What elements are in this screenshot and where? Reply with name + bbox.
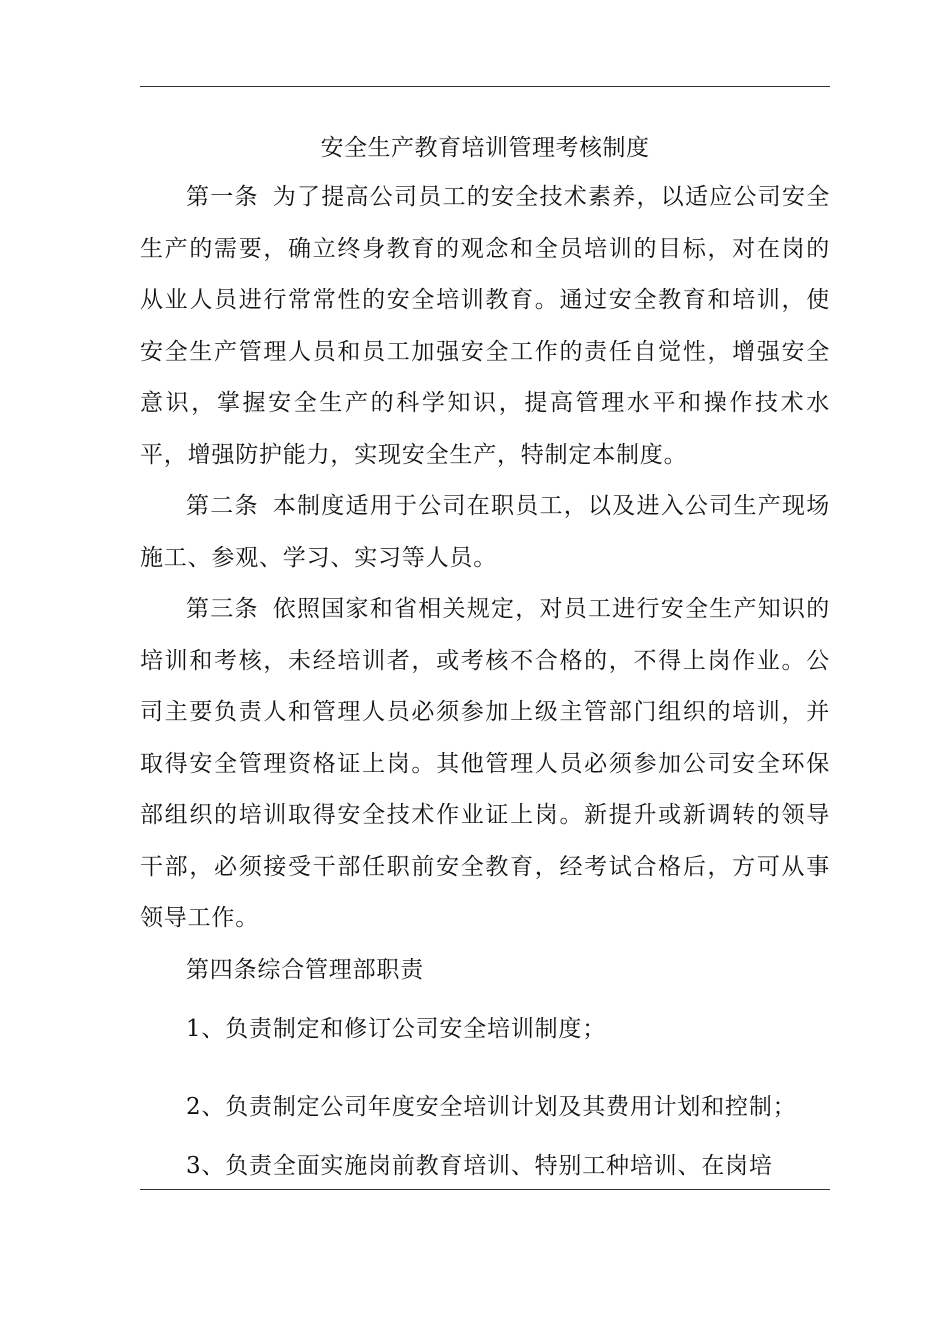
article-2-lead: 第二条 (186, 493, 259, 519)
list-item: 3、负责全面实施岗前教育培训、特别工种培训、在岗培 (186, 1153, 773, 1179)
document-title: 安全生产教育培训管理考核制度 (320, 135, 650, 161)
list-item: 1、负责制定和修订公司安全培训制度； (186, 1016, 607, 1042)
article-3-lead: 第三条 (186, 596, 259, 622)
article-1 (140, 172, 830, 481)
article-3-text: 依照国家和省相关规定，对员工进行安全生产知识的培训和考核，未经培训者，或考核不合格的，不得上岗作业。公司主要负责人和管理人员必须参加上级主管部门组织的培训，并取得安全管理资格证上岗。其他管理人员必须参加公司安全环保部组织的培训取得安全技术作业证上岗。新提升或新调转的领导干部，必须接受干部任职前安全教育，经考试合格后，方可从事领导工作。 (140, 596, 830, 931)
article-1-text: 为了提高公司员工的安全技术素养，以适应公司安全生产的需要，确立终身教育的观念和全员培训的目标，对在岗的从业人员进行常常性的安全培训教育。通过安全教育和培训，使安全生产管理人员和员工加强安全工作的责任自觉性，增强安全意识，掌握安全生产的科学知识，提高管理水平和操作技术水平，增强防护能力，实现安全生产，特制定本制度。 (140, 184, 830, 468)
article-3 (140, 584, 830, 945)
article-1-lead: 第一条 (186, 184, 259, 210)
article-2 (140, 481, 830, 584)
footer-rule (140, 1189, 830, 1190)
article-4-heading: 第四条综合管理部职责 (186, 956, 424, 983)
article-2-text: 本制度适用于公司在职员工，以及进入公司生产现场施工、参观、学习、实习等人员。 (140, 493, 830, 571)
list-item: 2、负责制定公司年度安全培训计划及其费用计划和控制； (186, 1093, 797, 1120)
header-rule (140, 86, 830, 87)
document-body (140, 124, 830, 1193)
